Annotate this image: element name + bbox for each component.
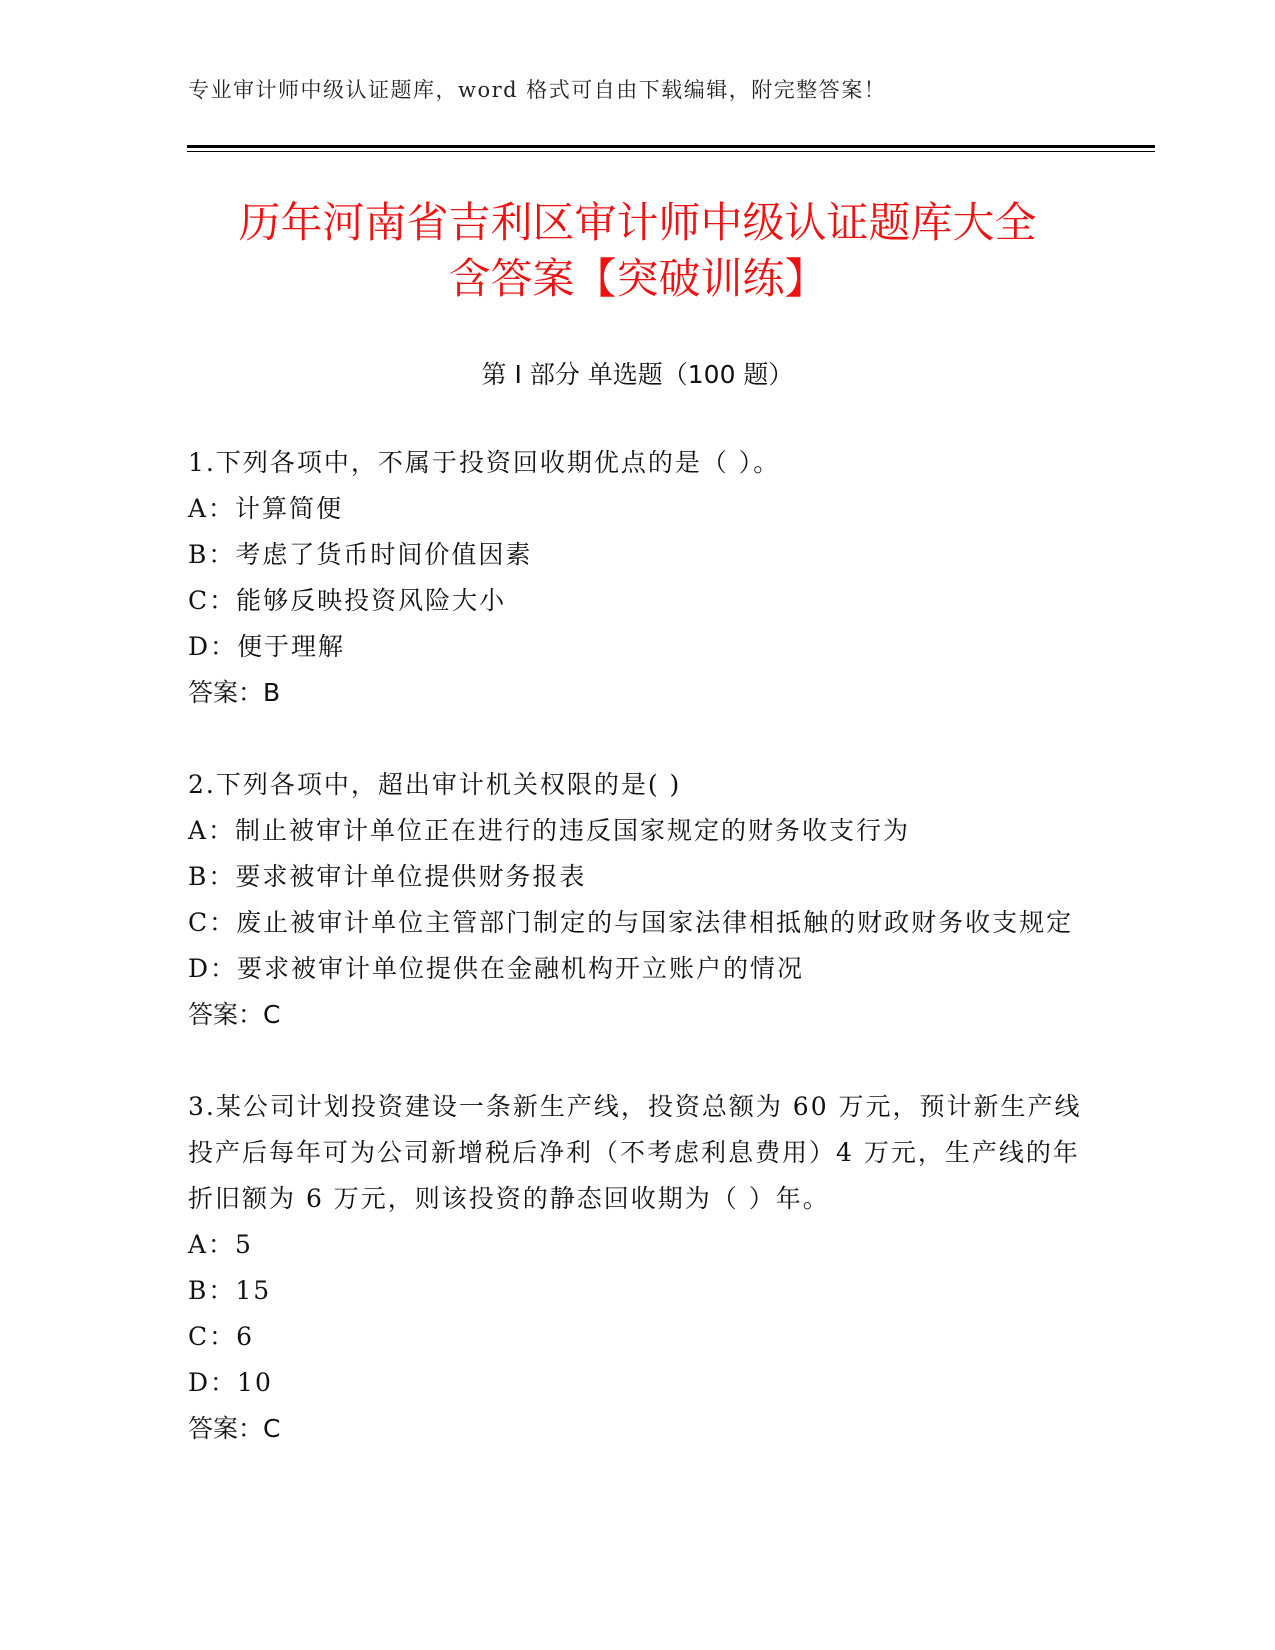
option-b: B：15 [188, 1276, 272, 1305]
document-title [150, 195, 1125, 307]
question-stem: 2.下列各项中，超出审计机关权限的是( ) [188, 770, 682, 799]
option-a: A：制止被审计单位正在进行的违反国家规定的财务收支行为 [188, 816, 911, 845]
question-2 [188, 762, 1088, 1038]
answer: 答案：C [188, 1000, 281, 1029]
document-title-line-1: 历年河南省吉利区审计师中级认证题库大全 [238, 198, 1037, 247]
option-c: C：6 [188, 1322, 255, 1351]
question-stem: 3.某公司计划投资建设一条新生产线，投资总额为 60 万元，预计新生产线投产后每年可为公司新增税后净利（不考虑利息费用）4 万元，生产线的年折旧额为 6 万元，则该投资的静态回收期为（ ）年。 [188, 1092, 1082, 1213]
document-title-line-2: 含答案【突破训练】 [448, 254, 827, 303]
header-note: 专业审计师中级认证题库，word 格式可自由下载编辑，附完整答案！ [188, 78, 887, 102]
option-d: D：要求被审计单位提供在金融机构开立账户的情况 [188, 954, 805, 983]
option-d: D：便于理解 [188, 632, 346, 661]
section-title: 第 I 部分 单选题（100 题） [481, 360, 794, 389]
option-a: A：计算简便 [188, 494, 344, 523]
option-b: B：要求被审计单位提供财务报表 [188, 862, 587, 891]
option-c: C：能够反映投资风险大小 [188, 586, 507, 615]
answer: 答案：C [188, 1414, 281, 1443]
answer: 答案：B [188, 678, 281, 707]
option-a: A：5 [188, 1230, 253, 1259]
question-1 [188, 440, 1088, 716]
option-b: B：考虑了货币时间价值因素 [188, 540, 533, 569]
question-3 [188, 1084, 1088, 1452]
header-rule-thin [187, 151, 1155, 152]
header-rule-thick [187, 145, 1155, 148]
question-stem: 1.下列各项中，不属于投资回收期优点的是（ ）。 [188, 448, 781, 477]
option-c: C：废止被审计单位主管部门制定的与国家法律相抵触的财政财务收支规定 [188, 908, 1074, 937]
option-d: D：10 [188, 1368, 273, 1397]
question-list [188, 440, 1088, 1498]
